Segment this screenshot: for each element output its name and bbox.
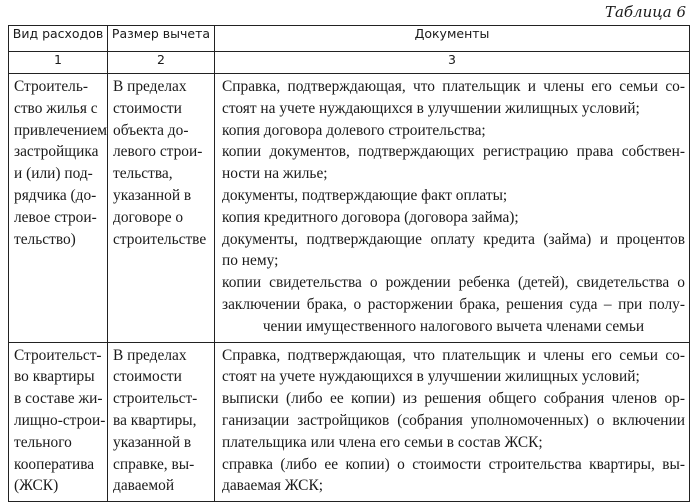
cell-text-line: рядчика (до- (14, 186, 97, 204)
cell-text-line: Строительст- (14, 346, 102, 364)
cell-text-line: и (или) под- (14, 165, 93, 183)
column-number: 1 (9, 52, 108, 74)
cell-text-line: (ЖСК) (14, 477, 59, 495)
cell-text-line: стоимости (113, 368, 182, 386)
cell-text-line: копии документов, подтверждающих регистрацию права собствен- (222, 143, 685, 161)
cell-text-line: копия договора долевого строительства; (222, 121, 486, 139)
column-number: 3 (215, 52, 690, 74)
cell-text-line: В пределах (113, 78, 187, 95)
cell-text-line: тельства, (113, 165, 173, 183)
column-number-row (9, 52, 690, 74)
cell-text-line: чении имущественного налогового вычета членами семьи (262, 317, 645, 335)
cell-text-line: документы, подтверждающие факт оплаты; (222, 186, 508, 204)
cell-text-line: указанной в (113, 433, 192, 451)
cell-text-line: заключении брака, о расторжении брака, решения суда – при полу- (222, 295, 685, 313)
cell-text-line: стоят на учете нуждающихся в улучшении жилищных условий; (222, 99, 640, 117)
cell-text-line: справке, вы- (113, 455, 195, 473)
cell-text-line: ва квартиры, (113, 411, 197, 429)
cell-text-line: в составе жи- (14, 390, 103, 408)
cell-text-line: плательщика или члена его семьи в состав ЖСК; (222, 433, 543, 451)
cell-text-line: тельство) (14, 230, 76, 248)
table-row (9, 342, 690, 502)
column-number: 2 (108, 52, 215, 74)
table-header-row (9, 26, 690, 52)
cell-text-line: Справка, подтверждающая, что плательщик и члены его семьи со- (222, 346, 685, 364)
cell-text-line: Строитель- (14, 78, 88, 95)
cell-text-line: стоимости (113, 99, 182, 117)
deduction-amount-cell (108, 342, 215, 502)
header-expense-type: Вид расходов (9, 26, 108, 52)
expense-type-cell (9, 74, 108, 343)
cell-text-line: стоят на учете нуждающихся в улучшении жилищных условий; (222, 368, 640, 386)
cell-text-line: строительстве (113, 230, 207, 248)
cell-text-line: ство жилья с (14, 99, 98, 117)
cell-text-line: ганизации застройщиков (собрания уполномоченных) о включении (222, 411, 685, 429)
cell-text-line: выписки (либо ее копии) из решения общего собрания членов ор- (222, 390, 685, 408)
cell-text-line: даваемой (113, 477, 175, 495)
header-deduction-amount: Размер вычета (108, 26, 215, 52)
cell-text-line: В пределах (113, 346, 187, 364)
cell-text-line: левого строи- (113, 143, 203, 161)
cell-text-line: объекта до- (113, 121, 189, 139)
cell-text-line: Справка, подтверждающая, что плательщик и члены его семьи со- (222, 78, 685, 95)
deduction-amount-cell (108, 74, 215, 343)
header-documents: Документы (215, 26, 690, 52)
cell-text-line: справка (либо ее копии) о стоимости строительства квартиры, вы- (222, 455, 685, 473)
cell-text-line: кооператива (14, 455, 95, 473)
cell-text-line: привлечением (14, 121, 107, 139)
cell-text-line: во квартиры (14, 368, 95, 386)
documents-cell (215, 74, 690, 343)
documents-cell (215, 342, 690, 502)
cell-text-line: указанной в (113, 186, 192, 204)
cell-text-line: даваемая ЖСК; (222, 477, 323, 495)
cell-text-line: копия кредитного договора (договора займа); (222, 208, 519, 226)
cell-text-line: тельного (14, 433, 72, 451)
expenses-table (8, 25, 690, 502)
cell-text-line: лищно-строи- (14, 411, 106, 429)
expense-type-cell (9, 342, 108, 502)
cell-text-line: договоре о (113, 208, 184, 226)
cell-text-line: документы, подтверждающие оплату кредита (займа) и процентов (222, 230, 685, 248)
cell-text-line: копии свидетельства о рождении ребенка (детей), свидетельства о (222, 274, 685, 292)
cell-text-line: строительст- (113, 390, 198, 408)
table-caption: Таблица 6 (604, 3, 686, 21)
cell-text-line: левое строи- (14, 208, 97, 226)
cell-text-line: ности на жилье; (222, 165, 328, 183)
cell-text-line: по нему; (222, 252, 279, 270)
table-row (9, 74, 690, 343)
cell-text-line: застройщика (14, 143, 99, 161)
